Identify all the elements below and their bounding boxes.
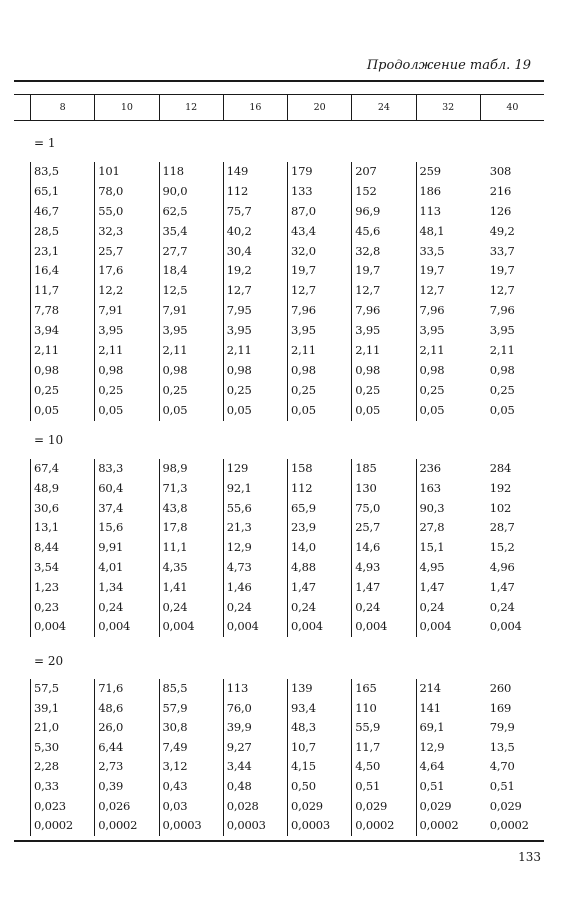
table-cell: 0,05 — [162, 402, 188, 417]
table-cell: 0,24 — [162, 599, 188, 614]
table-cell: 0,51 — [355, 778, 381, 793]
table-cell: 4,15 — [291, 759, 316, 774]
table-cell: 16,4 — [34, 263, 59, 278]
table-cell: 2,11 — [226, 343, 252, 358]
group-label: = 1 — [34, 136, 56, 150]
table-cell: 4,73 — [226, 559, 252, 574]
table-column — [223, 162, 287, 421]
table-cell: 112 — [226, 183, 249, 198]
table-cell: 28,5 — [34, 223, 59, 238]
header-cell: 10 — [94, 95, 158, 120]
table-group — [30, 459, 544, 637]
table-cell: 10,7 — [291, 739, 316, 754]
table-cell: 1,47 — [489, 579, 515, 594]
table-cell: 19,7 — [489, 263, 515, 278]
table-cell: 65,1 — [34, 183, 59, 198]
table-cell: 28,7 — [489, 520, 515, 535]
table-cell: 7,96 — [419, 303, 445, 318]
table-cell: 5,30 — [34, 739, 59, 754]
table-cell: 11,1 — [162, 540, 188, 555]
table-cell: 23,1 — [34, 243, 59, 258]
table-cell: 3,95 — [419, 323, 445, 338]
table-cell: 3,94 — [34, 323, 59, 338]
table-cell: 43,4 — [291, 223, 316, 238]
table-cell: 113 — [419, 203, 441, 218]
table-cell: 7,96 — [355, 303, 381, 318]
table-cell: 0,0002 — [489, 818, 529, 833]
table-cell: 19,7 — [291, 263, 316, 278]
table-cell: 216 — [489, 183, 512, 198]
table-cell: 0,24 — [226, 599, 252, 614]
table-cell: 0,25 — [291, 382, 316, 397]
table-cell: 0,51 — [489, 778, 515, 793]
table-cell: 4,88 — [291, 559, 316, 574]
table-cell: 27,7 — [162, 243, 188, 258]
table-cell: 7,49 — [162, 739, 188, 754]
table-cell: 149 — [226, 164, 249, 178]
table-cell: 0,05 — [98, 402, 124, 417]
table-cell: 32,8 — [355, 243, 381, 258]
table-cell: 0,05 — [34, 402, 59, 417]
table-cell: 7,91 — [98, 303, 124, 318]
table-cell: 214 — [419, 681, 441, 695]
table-cell: 0,0002 — [419, 818, 459, 833]
table-cell: 0,0003 — [162, 818, 202, 833]
table-column — [30, 459, 94, 637]
table-cell: 0,98 — [162, 362, 188, 377]
table-cell: 7,95 — [226, 303, 252, 318]
table-cell: 110 — [355, 700, 377, 715]
table-cell: 0,39 — [98, 778, 124, 793]
table-cell: 14,0 — [291, 540, 316, 555]
header-cell: 32 — [416, 95, 480, 120]
table-cell: 0,98 — [226, 362, 252, 377]
bottom-rule — [14, 840, 544, 842]
table-column — [287, 162, 351, 421]
table-column — [30, 679, 94, 836]
table-cell: 0,43 — [162, 778, 188, 793]
table-cell: 0,25 — [162, 382, 188, 397]
table-group — [30, 679, 544, 836]
table-cell: 76,0 — [226, 700, 252, 715]
table-cell: 0,004 — [419, 619, 452, 634]
table-cell: 71,6 — [98, 681, 124, 695]
table-cell: 32,0 — [291, 243, 316, 258]
table-cell: 14,6 — [355, 540, 381, 555]
table-cell: 48,3 — [291, 720, 316, 735]
table-cell: 0,98 — [291, 362, 316, 377]
header-bottom-rule — [14, 120, 544, 121]
table-cell: 0,23 — [34, 599, 59, 614]
table-cell: 0,24 — [291, 599, 316, 614]
table-cell: 83,5 — [34, 164, 59, 178]
page-number: 133 — [518, 850, 541, 864]
table-cell: 0,25 — [98, 382, 124, 397]
table-cell: 0,98 — [489, 362, 515, 377]
table-cell: 71,3 — [162, 480, 188, 495]
table-cell: 0,023 — [34, 798, 66, 813]
table-cell: 101 — [98, 164, 120, 178]
table-cell: 92,1 — [226, 480, 252, 495]
table-cell: 0,48 — [226, 778, 252, 793]
table-cell: 0,05 — [355, 402, 381, 417]
table-cell: 2,11 — [489, 343, 515, 358]
table-cell: 23,9 — [291, 520, 316, 535]
table-cell: 4,50 — [355, 759, 381, 774]
table-cell: 102 — [489, 500, 512, 515]
table-cell: 113 — [226, 681, 249, 695]
table-cell: 13,5 — [489, 739, 515, 754]
table-cell: 93,4 — [291, 700, 316, 715]
header-cell: 16 — [223, 95, 287, 120]
top-rule — [14, 80, 544, 82]
table-cell: 3,44 — [226, 759, 252, 774]
table-cell: 163 — [419, 480, 441, 495]
table-cell: 141 — [419, 700, 441, 715]
table-cell: 2,11 — [291, 343, 316, 358]
table-cell: 308 — [489, 164, 512, 178]
table-cell: 0,24 — [98, 599, 124, 614]
table-column — [416, 679, 480, 836]
table-cell: 0,0003 — [291, 818, 331, 833]
table-column — [159, 459, 223, 637]
table-cell: 4,95 — [419, 559, 445, 574]
table-cell: 39,1 — [34, 700, 59, 715]
table-cell: 19,7 — [419, 263, 445, 278]
table-cell: 83,3 — [98, 461, 124, 475]
table-cell: 90,0 — [162, 183, 188, 198]
table-cell: 21,3 — [226, 520, 252, 535]
table-cell: 27,8 — [419, 520, 445, 535]
table-cell: 0,004 — [355, 619, 388, 634]
table-cell: 6,44 — [98, 739, 124, 754]
table-cell: 179 — [291, 164, 313, 178]
table-cell: 69,1 — [419, 720, 445, 735]
table-column — [480, 162, 544, 421]
table-cell: 1,47 — [355, 579, 381, 594]
table-cell: 185 — [355, 461, 377, 475]
table-column — [94, 679, 158, 836]
table-cell: 12,7 — [226, 283, 252, 298]
table-cell: 25,7 — [355, 520, 381, 535]
table-cell: 62,5 — [162, 203, 188, 218]
table-cell: 0,05 — [419, 402, 445, 417]
table-cell: 55,6 — [226, 500, 252, 515]
table-cell: 18,4 — [162, 263, 188, 278]
table-cell: 4,93 — [355, 559, 381, 574]
table-cell: 0,24 — [489, 599, 515, 614]
table-cell: 2,11 — [419, 343, 445, 358]
table-cell: 12,7 — [355, 283, 381, 298]
table-cell: 0,98 — [419, 362, 445, 377]
header-cell: 12 — [159, 95, 223, 120]
table-cell: 12,7 — [291, 283, 316, 298]
table-cell: 55,0 — [98, 203, 124, 218]
table-cell: 0,05 — [489, 402, 515, 417]
table-cell: 259 — [419, 164, 441, 178]
table-cell: 90,3 — [419, 500, 445, 515]
table-cell: 12,7 — [419, 283, 445, 298]
table-cell: 7,78 — [34, 303, 59, 318]
header-cell: 40 — [480, 95, 544, 120]
table-cell: 4,35 — [162, 559, 188, 574]
table-cell: 11,7 — [355, 739, 381, 754]
table-cell: 0,33 — [34, 778, 59, 793]
table-cell: 21,0 — [34, 720, 59, 735]
table-cell: 3,95 — [98, 323, 124, 338]
header-cell: 8 — [30, 95, 94, 120]
table-cell: 7,96 — [489, 303, 515, 318]
table-cell: 30,6 — [34, 500, 59, 515]
table-cell: 0,25 — [355, 382, 381, 397]
table-column — [287, 679, 351, 836]
table-cell: 57,5 — [34, 681, 59, 695]
table-cell: 0,50 — [291, 778, 316, 793]
table-cell: 19,7 — [355, 263, 381, 278]
table-cell: 0,25 — [34, 382, 59, 397]
table-cell: 3,95 — [226, 323, 252, 338]
table-column — [416, 459, 480, 637]
table-cell: 0,004 — [226, 619, 259, 634]
table-cell: 0,026 — [98, 798, 131, 813]
table-cell: 49,2 — [489, 223, 515, 238]
table-cell: 3,95 — [355, 323, 381, 338]
table-cell: 1,23 — [34, 579, 59, 594]
table-column — [480, 459, 544, 637]
table-cell: 48,6 — [98, 700, 124, 715]
table-cell: 75,7 — [226, 203, 252, 218]
table-header — [30, 95, 544, 120]
group-label: = 20 — [34, 654, 64, 668]
table-cell: 139 — [291, 681, 313, 695]
table-cell: 1,34 — [98, 579, 124, 594]
table-column — [159, 679, 223, 836]
table-cell: 118 — [162, 164, 184, 178]
table-cell: 60,4 — [98, 480, 124, 495]
table-cell: 165 — [355, 681, 377, 695]
table-cell: 0,05 — [291, 402, 316, 417]
table-cell: 57,9 — [162, 700, 188, 715]
table-cell: 0,029 — [489, 798, 522, 813]
table-cell: 2,73 — [98, 759, 124, 774]
table-cell: 186 — [419, 183, 441, 198]
table-cell: 13,1 — [34, 520, 59, 535]
table-cell: 0,24 — [419, 599, 445, 614]
table-cell: 11,7 — [34, 283, 59, 298]
table-cell: 2,28 — [34, 759, 59, 774]
table-cell: 9,27 — [226, 739, 252, 754]
table-cell: 192 — [489, 480, 512, 495]
table-cell: 12,9 — [226, 540, 252, 555]
table-cell: 43,8 — [162, 500, 188, 515]
table-cell: 112 — [291, 480, 313, 495]
table-cell: 0,25 — [226, 382, 252, 397]
table-cell: 4,70 — [489, 759, 515, 774]
table-cell: 152 — [355, 183, 377, 198]
table-cell: 0,98 — [34, 362, 59, 377]
table-cell: 0,98 — [98, 362, 124, 377]
table-cell: 0,004 — [98, 619, 131, 634]
table-cell: 0,98 — [355, 362, 381, 377]
table-cell: 25,7 — [98, 243, 124, 258]
table-cell: 2,11 — [34, 343, 59, 358]
table-cell: 0,004 — [291, 619, 323, 634]
table-column — [416, 162, 480, 421]
table-cell: 15,2 — [489, 540, 515, 555]
table-cell: 8,44 — [34, 540, 59, 555]
table-cell: 0,24 — [355, 599, 381, 614]
table-cell: 65,9 — [291, 500, 316, 515]
table-cell: 26,0 — [98, 720, 124, 735]
table-cell: 17,8 — [162, 520, 188, 535]
table-column — [287, 459, 351, 637]
table-cell: 87,0 — [291, 203, 316, 218]
table-column — [30, 162, 94, 421]
table-cell: 0,028 — [226, 798, 259, 813]
table-cell: 2,11 — [162, 343, 188, 358]
table-cell: 2,11 — [355, 343, 381, 358]
table-cell: 46,7 — [34, 203, 59, 218]
table-cell: 4,01 — [98, 559, 124, 574]
table-cell: 133 — [291, 183, 313, 198]
table-cell: 12,5 — [162, 283, 188, 298]
table-cell: 12,7 — [489, 283, 515, 298]
table-cell: 0,029 — [291, 798, 323, 813]
table-cell: 3,95 — [489, 323, 515, 338]
table-column — [223, 459, 287, 637]
table-cell: 33,5 — [419, 243, 445, 258]
table-cell: 0,0002 — [34, 818, 74, 833]
table-cell: 0,25 — [419, 382, 445, 397]
table-cell: 0,004 — [34, 619, 66, 634]
table-cell: 48,9 — [34, 480, 59, 495]
table-cell: 45,6 — [355, 223, 381, 238]
table-cell: 0,0002 — [98, 818, 138, 833]
table-cell: 3,54 — [34, 559, 59, 574]
table-cell: 126 — [489, 203, 512, 218]
table-cell: 67,4 — [34, 461, 59, 475]
table-cell: 0,029 — [419, 798, 452, 813]
group-label: = 10 — [34, 433, 64, 447]
table-caption: Продолжение табл. 19 — [366, 58, 531, 73]
table-cell: 236 — [419, 461, 441, 475]
table-cell: 169 — [489, 700, 512, 715]
table-cell: 37,4 — [98, 500, 124, 515]
table-cell: 40,2 — [226, 223, 252, 238]
header-cell: 24 — [351, 95, 415, 120]
table-cell: 33,7 — [489, 243, 515, 258]
table-cell: 1,47 — [291, 579, 316, 594]
table-cell: 158 — [291, 461, 313, 475]
table-cell: 96,9 — [355, 203, 381, 218]
table-cell: 0,25 — [489, 382, 515, 397]
table-cell: 48,1 — [419, 223, 445, 238]
table-column — [223, 679, 287, 836]
table-cell: 55,9 — [355, 720, 381, 735]
table-cell: 17,6 — [98, 263, 124, 278]
table-column — [351, 679, 415, 836]
table-cell: 4,96 — [489, 559, 515, 574]
table-cell: 12,2 — [98, 283, 124, 298]
table-cell: 30,4 — [226, 243, 252, 258]
table-cell: 9,91 — [98, 540, 124, 555]
table-column — [480, 679, 544, 836]
table-column — [351, 459, 415, 637]
table-column — [159, 162, 223, 421]
table-cell: 39,9 — [226, 720, 252, 735]
table-cell: 0,004 — [162, 619, 195, 634]
table-cell: 15,1 — [419, 540, 445, 555]
table-cell: 4,64 — [419, 759, 445, 774]
table-cell: 78,0 — [98, 183, 124, 198]
table-cell: 85,5 — [162, 681, 188, 695]
table-cell: 284 — [489, 461, 512, 475]
table-cell: 0,05 — [226, 402, 252, 417]
table-column — [94, 162, 158, 421]
table-cell: 19,2 — [226, 263, 252, 278]
table-cell: 2,11 — [98, 343, 124, 358]
table-cell: 35,4 — [162, 223, 188, 238]
table-cell: 98,9 — [162, 461, 188, 475]
table-cell: 207 — [355, 164, 377, 178]
table-column — [94, 459, 158, 637]
table-cell: 1,47 — [419, 579, 445, 594]
table-cell: 260 — [489, 681, 512, 695]
table-column — [351, 162, 415, 421]
table-cell: 0,03 — [162, 798, 188, 813]
table-cell: 0,51 — [419, 778, 445, 793]
table-cell: 7,96 — [291, 303, 316, 318]
table-cell: 3,95 — [291, 323, 316, 338]
table-cell: 130 — [355, 480, 377, 495]
table-cell: 0,0002 — [355, 818, 395, 833]
table-cell: 3,95 — [162, 323, 188, 338]
table-cell: 1,41 — [162, 579, 188, 594]
table-cell: 7,91 — [162, 303, 188, 318]
table-cell: 79,9 — [489, 720, 515, 735]
table-cell: 15,6 — [98, 520, 124, 535]
table-cell: 129 — [226, 461, 249, 475]
table-group — [30, 162, 544, 421]
table-cell: 0,0003 — [226, 818, 266, 833]
table-cell: 3,12 — [162, 759, 188, 774]
table-cell: 75,0 — [355, 500, 381, 515]
table-cell: 32,3 — [98, 223, 124, 238]
table-cell: 0,029 — [355, 798, 388, 813]
table-cell: 12,9 — [419, 739, 445, 754]
table-cell: 1,46 — [226, 579, 252, 594]
table-cell: 0,004 — [489, 619, 522, 634]
header-cell: 20 — [287, 95, 351, 120]
table-cell: 30,8 — [162, 720, 188, 735]
